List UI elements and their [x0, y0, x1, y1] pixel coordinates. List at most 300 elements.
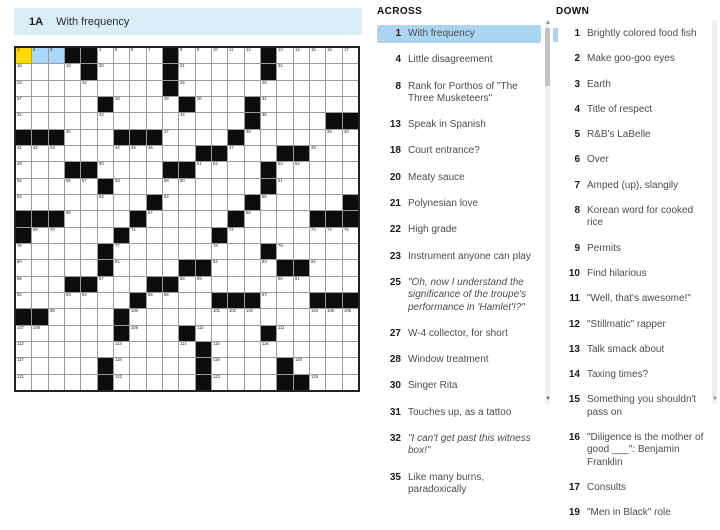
- grid-cell[interactable]: [245, 260, 260, 275]
- grid-cell[interactable]: [179, 64, 194, 79]
- grid-cell[interactable]: [212, 113, 227, 128]
- grid-cell[interactable]: [326, 195, 341, 210]
- grid-cell[interactable]: [196, 228, 211, 243]
- grid-cell[interactable]: [98, 48, 113, 63]
- grid-cell[interactable]: [98, 293, 113, 308]
- grid-cell[interactable]: [261, 195, 276, 210]
- grid-cell[interactable]: [98, 277, 113, 292]
- grid-cell[interactable]: [294, 130, 309, 145]
- grid-cell[interactable]: [130, 146, 145, 161]
- down-clue-5[interactable]: [556, 126, 712, 144]
- grid-cell[interactable]: [310, 48, 325, 63]
- down-clue-list[interactable]: [556, 25, 712, 523]
- grid-cell[interactable]: [49, 293, 64, 308]
- grid-cell[interactable]: [98, 113, 113, 128]
- grid-cell[interactable]: [81, 326, 96, 341]
- grid-cell[interactable]: [326, 130, 341, 145]
- grid-cell[interactable]: [130, 326, 145, 341]
- grid-cell[interactable]: [326, 244, 341, 259]
- grid-cell[interactable]: [163, 293, 178, 308]
- grid-cell[interactable]: [310, 342, 325, 357]
- grid-cell[interactable]: [114, 48, 129, 63]
- across-clue-28[interactable]: [377, 351, 541, 369]
- grid-cell[interactable]: [245, 375, 260, 390]
- grid-cell[interactable]: [147, 228, 162, 243]
- grid-cell[interactable]: [326, 342, 341, 357]
- grid-cell[interactable]: [326, 64, 341, 79]
- grid-cell[interactable]: [261, 277, 276, 292]
- grid-cell[interactable]: [163, 244, 178, 259]
- grid-cell[interactable]: [310, 309, 325, 324]
- grid-cell[interactable]: [98, 81, 113, 96]
- grid-cell[interactable]: [228, 97, 243, 112]
- grid-cell[interactable]: [326, 326, 341, 341]
- grid-cell[interactable]: [163, 195, 178, 210]
- grid-cell[interactable]: [179, 277, 194, 292]
- grid-cell[interactable]: [147, 162, 162, 177]
- grid-cell[interactable]: [16, 97, 31, 112]
- grid-cell[interactable]: [98, 326, 113, 341]
- grid-cell[interactable]: [147, 326, 162, 341]
- across-clue-list[interactable]: [377, 25, 541, 499]
- grid-cell[interactable]: [147, 211, 162, 226]
- grid-cell[interactable]: [49, 113, 64, 128]
- scroll-down-arrow-icon[interactable]: ▼: [545, 396, 551, 402]
- grid-cell[interactable]: [294, 179, 309, 194]
- grid-cell[interactable]: [245, 179, 260, 194]
- grid-cell[interactable]: [212, 342, 227, 357]
- grid-cell[interactable]: [32, 146, 47, 161]
- grid-cell[interactable]: [98, 228, 113, 243]
- grid-cell[interactable]: [98, 195, 113, 210]
- grid-cell[interactable]: [147, 358, 162, 373]
- grid-cell[interactable]: [245, 342, 260, 357]
- grid-cell[interactable]: [130, 309, 145, 324]
- grid-cell[interactable]: [196, 64, 211, 79]
- grid-cell[interactable]: [212, 195, 227, 210]
- grid-cell[interactable]: [114, 179, 129, 194]
- grid-cell[interactable]: [163, 228, 178, 243]
- grid-cell[interactable]: [65, 375, 80, 390]
- grid-cell[interactable]: [245, 228, 260, 243]
- grid-cell[interactable]: [114, 293, 129, 308]
- grid-cell[interactable]: [294, 342, 309, 357]
- grid-cell[interactable]: [32, 277, 47, 292]
- grid-cell[interactable]: [49, 81, 64, 96]
- grid-cell[interactable]: [179, 211, 194, 226]
- grid-cell[interactable]: [294, 195, 309, 210]
- grid-cell[interactable]: [49, 146, 64, 161]
- grid-cell[interactable]: [147, 64, 162, 79]
- grid-cell[interactable]: [294, 113, 309, 128]
- grid-cell[interactable]: [228, 358, 243, 373]
- grid-cell[interactable]: [212, 326, 227, 341]
- grid-cell[interactable]: [130, 81, 145, 96]
- grid-cell[interactable]: [310, 358, 325, 373]
- grid-cell[interactable]: [326, 277, 341, 292]
- grid-cell[interactable]: [261, 130, 276, 145]
- grid-cell[interactable]: [81, 97, 96, 112]
- grid-cell[interactable]: [196, 309, 211, 324]
- grid-cell[interactable]: [32, 179, 47, 194]
- grid-cell[interactable]: [163, 326, 178, 341]
- grid-cell[interactable]: [163, 342, 178, 357]
- grid-cell[interactable]: [343, 48, 358, 63]
- grid-cell[interactable]: [163, 211, 178, 226]
- grid-cell[interactable]: [261, 97, 276, 112]
- grid-cell[interactable]: [310, 326, 325, 341]
- grid-cell[interactable]: [65, 342, 80, 357]
- grid-cell[interactable]: [228, 162, 243, 177]
- grid-cell[interactable]: [130, 113, 145, 128]
- grid-cell[interactable]: [147, 309, 162, 324]
- grid-cell[interactable]: [130, 277, 145, 292]
- grid-cell[interactable]: [326, 97, 341, 112]
- grid-cell[interactable]: [114, 81, 129, 96]
- grid-cell[interactable]: [163, 146, 178, 161]
- scroll-up-arrow-icon[interactable]: ▲: [545, 20, 551, 26]
- grid-cell[interactable]: [228, 179, 243, 194]
- grid-cell[interactable]: [277, 179, 292, 194]
- grid-cell[interactable]: [16, 162, 31, 177]
- across-clue-21[interactable]: [377, 195, 541, 213]
- grid-cell[interactable]: [81, 179, 96, 194]
- grid-cell[interactable]: [196, 244, 211, 259]
- grid-cell[interactable]: [245, 358, 260, 373]
- grid-cell[interactable]: [49, 375, 64, 390]
- grid-cell[interactable]: [147, 260, 162, 275]
- grid-cell[interactable]: [81, 130, 96, 145]
- across-clue-20[interactable]: [377, 169, 541, 187]
- grid-cell[interactable]: [179, 342, 194, 357]
- across-clue-31[interactable]: [377, 404, 541, 422]
- grid-cell[interactable]: [32, 358, 47, 373]
- across-clue-18[interactable]: [377, 142, 541, 160]
- grid-cell[interactable]: [114, 195, 129, 210]
- grid-cell[interactable]: [196, 277, 211, 292]
- grid-cell[interactable]: [163, 179, 178, 194]
- grid-cell[interactable]: [81, 375, 96, 390]
- grid-cell[interactable]: [130, 375, 145, 390]
- grid-cell[interactable]: [130, 179, 145, 194]
- grid-cell[interactable]: [81, 228, 96, 243]
- grid-cell[interactable]: [16, 293, 31, 308]
- grid-cell[interactable]: [343, 375, 358, 390]
- grid-cell[interactable]: [343, 146, 358, 161]
- grid-cell[interactable]: [179, 113, 194, 128]
- grid-cell[interactable]: [65, 195, 80, 210]
- grid-cell[interactable]: [65, 97, 80, 112]
- grid-cell[interactable]: [81, 81, 96, 96]
- grid-cell[interactable]: [196, 130, 211, 145]
- grid-cell[interactable]: [310, 375, 325, 390]
- grid-cell[interactable]: [261, 113, 276, 128]
- grid-cell[interactable]: [49, 179, 64, 194]
- grid-cell[interactable]: [261, 211, 276, 226]
- grid-cell[interactable]: [343, 64, 358, 79]
- grid-cell[interactable]: [32, 326, 47, 341]
- grid-cell[interactable]: [343, 244, 358, 259]
- down-clue-19[interactable]: [556, 504, 712, 522]
- grid-cell[interactable]: [261, 293, 276, 308]
- grid-cell[interactable]: [130, 48, 145, 63]
- grid-cell[interactable]: [114, 244, 129, 259]
- grid-cell[interactable]: [228, 326, 243, 341]
- grid-cell[interactable]: [114, 358, 129, 373]
- grid-cell[interactable]: [16, 375, 31, 390]
- grid-cell[interactable]: [343, 326, 358, 341]
- grid-cell[interactable]: [179, 293, 194, 308]
- grid-cell[interactable]: [16, 179, 31, 194]
- grid-cell[interactable]: [179, 228, 194, 243]
- grid-cell[interactable]: [65, 293, 80, 308]
- grid-cell[interactable]: [196, 195, 211, 210]
- grid-cell[interactable]: [294, 244, 309, 259]
- grid-cell[interactable]: [130, 195, 145, 210]
- grid-cell[interactable]: [277, 64, 292, 79]
- grid-cell[interactable]: [261, 146, 276, 161]
- grid-cell[interactable]: [228, 48, 243, 63]
- grid-cell[interactable]: [326, 358, 341, 373]
- grid-cell[interactable]: [294, 48, 309, 63]
- grid-cell[interactable]: [65, 309, 80, 324]
- grid-cell[interactable]: [212, 244, 227, 259]
- grid-cell[interactable]: [212, 179, 227, 194]
- grid-cell[interactable]: [228, 260, 243, 275]
- grid-cell[interactable]: [81, 195, 96, 210]
- grid-cell[interactable]: [294, 162, 309, 177]
- grid-cell[interactable]: [65, 211, 80, 226]
- grid-cell[interactable]: [245, 162, 260, 177]
- grid-cell[interactable]: [49, 342, 64, 357]
- grid-cell[interactable]: [343, 228, 358, 243]
- grid-cell[interactable]: [196, 211, 211, 226]
- grid-cell[interactable]: [114, 342, 129, 357]
- grid-cell[interactable]: [98, 64, 113, 79]
- grid-cell[interactable]: [310, 81, 325, 96]
- grid-cell[interactable]: [49, 244, 64, 259]
- grid-cell[interactable]: [65, 179, 80, 194]
- grid-cell[interactable]: [196, 162, 211, 177]
- grid-cell[interactable]: [179, 358, 194, 373]
- grid-cell[interactable]: [294, 64, 309, 79]
- down-clue-10[interactable]: [556, 265, 712, 283]
- grid-cell[interactable]: [261, 358, 276, 373]
- grid-cell[interactable]: [114, 277, 129, 292]
- grid-cell[interactable]: [81, 293, 96, 308]
- grid-cell[interactable]: [65, 113, 80, 128]
- grid-cell[interactable]: [65, 326, 80, 341]
- grid-cell[interactable]: [16, 146, 31, 161]
- grid-cell[interactable]: [163, 130, 178, 145]
- grid-cell[interactable]: [310, 260, 325, 275]
- grid-cell[interactable]: [32, 195, 47, 210]
- grid-cell[interactable]: [343, 277, 358, 292]
- grid-cell[interactable]: [147, 179, 162, 194]
- grid-cell[interactable]: [228, 375, 243, 390]
- grid-cell[interactable]: [163, 358, 178, 373]
- grid-cell[interactable]: [245, 64, 260, 79]
- grid-cell[interactable]: [179, 195, 194, 210]
- grid-cell[interactable]: [196, 81, 211, 96]
- grid-cell[interactable]: [98, 146, 113, 161]
- down-clue-3[interactable]: [556, 76, 712, 94]
- grid-cell[interactable]: [32, 375, 47, 390]
- grid-cell[interactable]: [228, 146, 243, 161]
- grid-cell[interactable]: [81, 146, 96, 161]
- grid-cell[interactable]: [65, 146, 80, 161]
- grid-cell[interactable]: [98, 309, 113, 324]
- grid-cell[interactable]: [261, 228, 276, 243]
- grid-cell[interactable]: [261, 309, 276, 324]
- grid-cell[interactable]: [294, 326, 309, 341]
- grid-cell[interactable]: [343, 342, 358, 357]
- grid-cell-highlighted[interactable]: [49, 48, 64, 63]
- across-clue-35[interactable]: [377, 469, 541, 500]
- grid-cell[interactable]: [81, 309, 96, 324]
- across-clue-32[interactable]: [377, 430, 541, 461]
- down-clue-13[interactable]: [556, 341, 712, 359]
- grid-cell[interactable]: [196, 97, 211, 112]
- grid-cell[interactable]: [228, 309, 243, 324]
- grid-cell[interactable]: [179, 48, 194, 63]
- grid-cell[interactable]: [196, 48, 211, 63]
- grid-cell[interactable]: [65, 358, 80, 373]
- grid-cell[interactable]: [49, 195, 64, 210]
- grid-cell[interactable]: [114, 260, 129, 275]
- grid-cell[interactable]: [261, 375, 276, 390]
- grid-cell[interactable]: [16, 244, 31, 259]
- grid-cell[interactable]: [212, 64, 227, 79]
- grid-cell[interactable]: [98, 342, 113, 357]
- grid-cell[interactable]: [277, 97, 292, 112]
- grid-cell[interactable]: [294, 97, 309, 112]
- across-clue-30[interactable]: [377, 377, 541, 395]
- grid-cell[interactable]: [49, 64, 64, 79]
- grid-cell[interactable]: [130, 342, 145, 357]
- across-clue-25[interactable]: [377, 274, 541, 317]
- down-clue-8[interactable]: [556, 202, 712, 233]
- down-clue-17[interactable]: [556, 479, 712, 497]
- grid-cell[interactable]: [343, 130, 358, 145]
- grid-cell[interactable]: [81, 244, 96, 259]
- grid-cell[interactable]: [343, 179, 358, 194]
- grid-cell[interactable]: [147, 293, 162, 308]
- down-clue-4[interactable]: [556, 101, 712, 119]
- grid-cell[interactable]: [81, 260, 96, 275]
- grid-cell[interactable]: [310, 244, 325, 259]
- grid-cell[interactable]: [212, 309, 227, 324]
- grid-cell[interactable]: [277, 293, 292, 308]
- grid-cell[interactable]: [32, 244, 47, 259]
- grid-cell[interactable]: [245, 309, 260, 324]
- grid-cell[interactable]: [277, 162, 292, 177]
- grid-cell[interactable]: [163, 97, 178, 112]
- across-clue-27[interactable]: [377, 325, 541, 343]
- across-clue-4[interactable]: [377, 51, 541, 69]
- grid-cell[interactable]: [212, 81, 227, 96]
- grid-cell[interactable]: [277, 113, 292, 128]
- grid-cell[interactable]: [49, 228, 64, 243]
- grid-cell[interactable]: [16, 113, 31, 128]
- grid-cell[interactable]: [326, 179, 341, 194]
- grid-cell[interactable]: [147, 342, 162, 357]
- grid-cell-selected[interactable]: [16, 48, 31, 63]
- grid-cell[interactable]: [310, 113, 325, 128]
- grid-cell[interactable]: [49, 162, 64, 177]
- grid-cell[interactable]: [277, 195, 292, 210]
- grid-cell[interactable]: [326, 81, 341, 96]
- grid-cell[interactable]: [49, 277, 64, 292]
- grid-cell[interactable]: [81, 211, 96, 226]
- grid-cell[interactable]: [277, 309, 292, 324]
- grid-cell[interactable]: [163, 375, 178, 390]
- grid-cell[interactable]: [245, 277, 260, 292]
- grid-cell[interactable]: [81, 358, 96, 373]
- grid-cell[interactable]: [212, 211, 227, 226]
- grid-cell[interactable]: [212, 97, 227, 112]
- grid-cell[interactable]: [32, 97, 47, 112]
- grid-cell[interactable]: [212, 48, 227, 63]
- across-clue-13[interactable]: [377, 116, 541, 134]
- grid-cell[interactable]: [49, 326, 64, 341]
- grid-cell[interactable]: [130, 97, 145, 112]
- grid-cell[interactable]: [130, 228, 145, 243]
- grid-cell[interactable]: [114, 146, 129, 161]
- grid-cell[interactable]: [65, 244, 80, 259]
- grid-cell[interactable]: [343, 81, 358, 96]
- across-clue-8[interactable]: [377, 78, 541, 109]
- grid-cell[interactable]: [130, 64, 145, 79]
- grid-cell[interactable]: [245, 146, 260, 161]
- grid-cell[interactable]: [130, 260, 145, 275]
- grid-cell[interactable]: [212, 260, 227, 275]
- grid-cell[interactable]: [32, 64, 47, 79]
- grid-cell[interactable]: [277, 211, 292, 226]
- grid-cell[interactable]: [294, 309, 309, 324]
- grid-cell[interactable]: [310, 195, 325, 210]
- grid-cell[interactable]: [16, 260, 31, 275]
- grid-cell[interactable]: [196, 293, 211, 308]
- grid-cell[interactable]: [310, 130, 325, 145]
- grid-cell[interactable]: [114, 375, 129, 390]
- grid-cell[interactable]: [277, 81, 292, 96]
- down-clue-11[interactable]: [556, 290, 712, 308]
- down-clue-12[interactable]: [556, 316, 712, 334]
- grid-cell[interactable]: [326, 375, 341, 390]
- down-clue-16[interactable]: [556, 429, 712, 472]
- grid-cell[interactable]: [147, 81, 162, 96]
- grid-cell[interactable]: [130, 162, 145, 177]
- grid-cell[interactable]: [310, 97, 325, 112]
- down-clue-9[interactable]: [556, 240, 712, 258]
- grid-cell[interactable]: [196, 179, 211, 194]
- grid-cell[interactable]: [130, 244, 145, 259]
- grid-cell[interactable]: [81, 342, 96, 357]
- grid-cell[interactable]: [228, 81, 243, 96]
- grid-cell[interactable]: [81, 113, 96, 128]
- grid-cell[interactable]: [228, 64, 243, 79]
- grid-cell[interactable]: [16, 342, 31, 357]
- grid-cell[interactable]: [179, 309, 194, 324]
- down-clue-1[interactable]: [556, 25, 712, 43]
- grid-cell[interactable]: [147, 113, 162, 128]
- grid-cell-highlighted[interactable]: [32, 48, 47, 63]
- grid-cell[interactable]: [294, 228, 309, 243]
- grid-cell[interactable]: [196, 113, 211, 128]
- grid-cell[interactable]: [16, 326, 31, 341]
- grid-cell[interactable]: [228, 342, 243, 357]
